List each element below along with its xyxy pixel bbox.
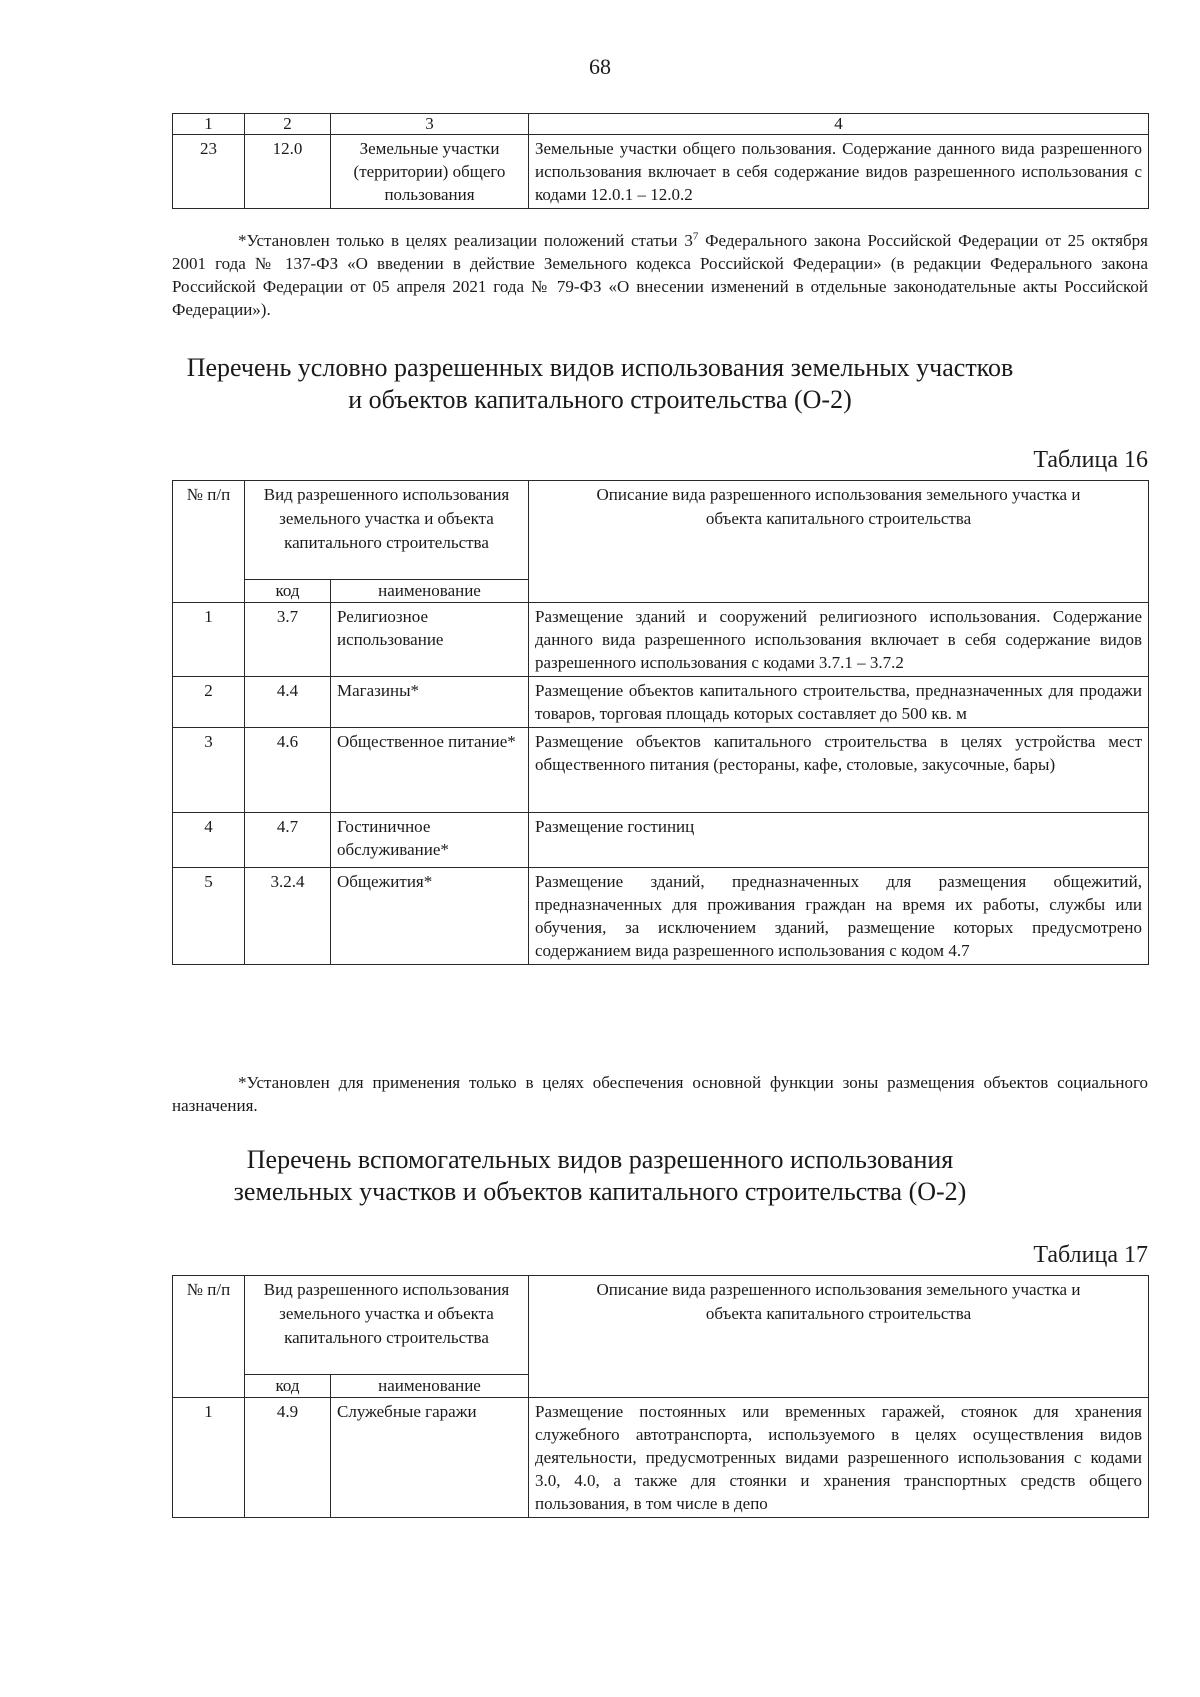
footnote-2-text: *Установлен для применения только в целях обеспечения основной функции зоны размещения объектов социального назначения. [172, 1073, 1148, 1115]
row-number: 2 [173, 677, 245, 728]
section-title-16 [0, 352, 1200, 416]
table-row [173, 813, 1149, 868]
row-name: Общественное питание* [331, 728, 529, 813]
header-number: № п/п [173, 1276, 245, 1398]
header-name: наименование [331, 580, 529, 603]
header-code: код [245, 1375, 331, 1398]
column-number: 3 [331, 114, 529, 135]
continuation-table [172, 113, 1149, 209]
section-title-line: Перечень вспомогательных видов разрешенного использования [246, 1145, 954, 1174]
header-number: № п/п [173, 481, 245, 603]
section-title-17 [0, 1144, 1200, 1208]
table-header-row [173, 1276, 1149, 1375]
table-16 [172, 480, 1149, 965]
row-number: 5 [173, 868, 245, 965]
header-kind: Вид разрешенного использования земельного участка и объекта капитального строительства [245, 481, 529, 580]
row-description: Размещение зданий, предназначенных для размещения общежитий, предназначенных для проживания граждан на время их работы, службы или обучения, за исключением зданий, размещение которых предусмотрено содержанием вида разрешенного использования с кодом 4.7 [529, 868, 1149, 965]
row-description: Земельные участки общего пользования. Содержание данного вида разрешенного использования включает в себя содержание видов разрешенного использования с кодами 12.0.1 – 12.0.2 [529, 135, 1149, 209]
page-number: 68 [589, 54, 611, 79]
row-description: Размещение объектов капитального строительства в целях устройства мест общественного питания (рестораны, кафе, столовые, закусочные, бары) [529, 728, 1149, 813]
table-row [173, 603, 1149, 677]
row-code: 4.4 [245, 677, 331, 728]
row-number: 1 [173, 1398, 245, 1518]
row-name: Магазины* [331, 677, 529, 728]
row-number: 1 [173, 603, 245, 677]
table-row [173, 135, 1149, 209]
row-code: 12.0 [245, 135, 331, 209]
row-description: Размещение зданий и сооружений религиозного использования. Содержание данного вида разрешенного использования включает в себя содержание видов разрешенного использования с кодами 3.7.1 – 3.7.2 [529, 603, 1149, 677]
header-code: код [245, 580, 331, 603]
row-code: 3.2.4 [245, 868, 331, 965]
section-title-line: Перечень условно разрешенных видов использования земельных участков [186, 353, 1014, 382]
row-code: 4.6 [245, 728, 331, 813]
table-row [173, 728, 1149, 813]
column-number: 1 [173, 114, 245, 135]
footnote-1-superscript: 7 [692, 230, 699, 243]
footnote-1 [172, 229, 1148, 321]
row-name: Гостиничное обслуживание* [331, 813, 529, 868]
row-code: 4.9 [245, 1398, 331, 1518]
row-number: 23 [173, 135, 245, 209]
header-kind: Вид разрешенного использования земельного участка и объекта капитального строительства [245, 1276, 529, 1375]
row-description: Размещение гостиниц [529, 813, 1149, 868]
table-row [173, 868, 1149, 965]
row-name: Общежития* [331, 868, 529, 965]
section-title-line: и объектов капитального строительства (О-2) [348, 385, 852, 414]
table-row [173, 1398, 1149, 1518]
column-number: 2 [245, 114, 331, 135]
header-description: Описание вида разрешенного использования земельного участка и объекта капитального строительства [529, 1276, 1149, 1398]
header-description: Описание вида разрешенного использования земельного участка и объекта капитального строительства [529, 481, 1149, 603]
column-number: 4 [529, 114, 1149, 135]
footnote-2 [172, 1071, 1148, 1117]
row-name: Служебные гаражи [331, 1398, 529, 1518]
row-name: Земельные участки (территории) общего пользования [331, 135, 529, 209]
row-description: Размещение объектов капитального строительства, предназначенных для продажи товаров, торговая площадь которых составляет до 500 кв. м [529, 677, 1149, 728]
row-code: 3.7 [245, 603, 331, 677]
header-name: наименование [331, 1375, 529, 1398]
row-name: Религиозное использование [331, 603, 529, 677]
table-17 [172, 1275, 1149, 1518]
row-description: Размещение постоянных или временных гаражей, стоянок для хранения служебного автотранспорта, используемого в целях осуществления видов деятельности, предусмотренных видами разрешенного использования с кодами 3.0, 4.0, а также для стоянки и хранения транспортных средств общего пользования, в том числе в депо [529, 1398, 1149, 1518]
table-header-row [173, 481, 1149, 580]
section-title-line: земельных участков и объектов капитального строительства (О-2) [233, 1177, 967, 1206]
table-caption-17: Таблица 17 [1033, 1242, 1148, 1268]
row-number: 4 [173, 813, 245, 868]
footnote-1-text: *Установлен только в целях реализации положений статьи 3 [238, 231, 693, 250]
row-code: 4.7 [245, 813, 331, 868]
table-header-row [173, 114, 1149, 135]
table-caption-16: Таблица 16 [1033, 447, 1148, 473]
footnote-1-text-cont: Федерального закона Российской Федерации от 25 октября 2001 года № 137-ФЗ «О введении в действие Земельного кодекса Российской Федерации» (в редакции Федерального закона Российской Федерации от 05 апреля 2021 года № 79-ФЗ «О внесении изменений в отдельные законодательные акты Российской Федерации»). [172, 231, 1148, 319]
table-row [173, 677, 1149, 728]
row-number: 3 [173, 728, 245, 813]
